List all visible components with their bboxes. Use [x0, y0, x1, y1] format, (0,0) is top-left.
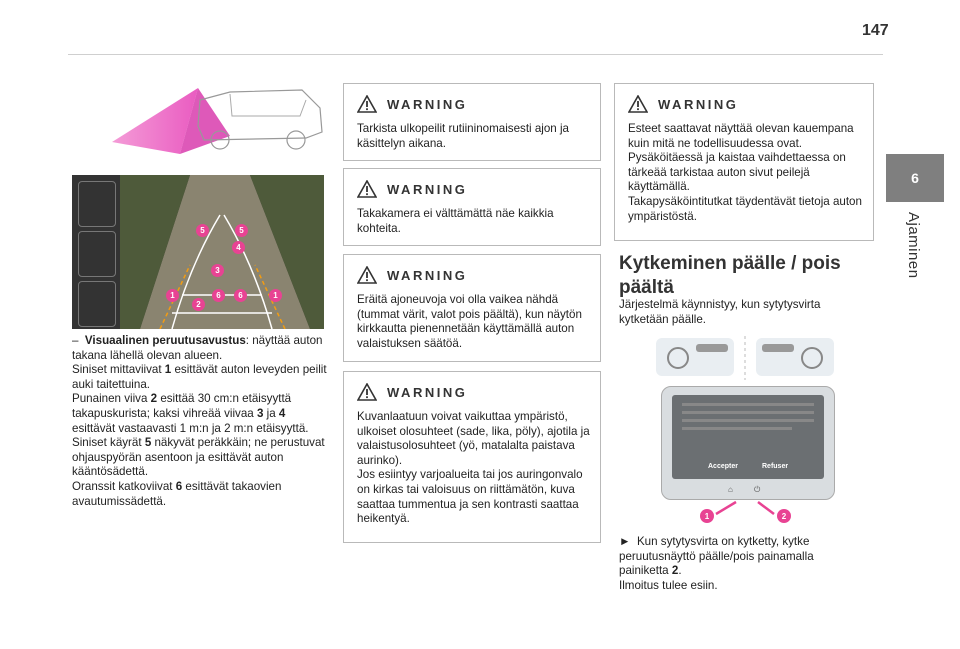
warning-text: Esteet saattavat näyttää olevan kauempana kuin mitä ne todellisuudessa ovat. Pysäköitäessä ja kaistaa vaihdettaessa on tärkeää tarkistaa auton sivut peilejä käyttämällä. Takapysäköintitutkat täydentävät tietoja auton ympäristöstä. — [628, 122, 862, 223]
side-view-mode-icon — [78, 231, 116, 277]
chapter-label: Ajaminen — [905, 212, 922, 279]
page-number: 147 — [862, 22, 889, 39]
warning-title: WARNING — [387, 96, 468, 112]
marker-1: 1 — [269, 289, 282, 302]
left-column-text — [72, 334, 330, 509]
top-divider — [68, 54, 883, 55]
section-heading: Kytkeminen päälle / pois päältä — [619, 253, 841, 298]
marker-3: 3 — [211, 264, 224, 277]
warning-box — [343, 83, 601, 161]
warning-triangle-icon — [357, 180, 377, 198]
camera-view-image — [72, 175, 324, 329]
marker-2: 2 — [192, 298, 205, 311]
rear-view-mode-icon — [78, 181, 116, 227]
warning-triangle-icon — [357, 266, 377, 284]
refuse-button[interactable]: Refuser — [762, 463, 789, 470]
accept-button[interactable]: Accepter — [708, 463, 738, 470]
warning-title: WARNING — [387, 181, 468, 197]
top-view-mode-icon — [78, 281, 116, 327]
warning-text: Tarkista ulkopeilit rutiininomaisesti ajon ja käsittelyn aikana. — [357, 122, 570, 150]
van-camera-illustration — [110, 80, 328, 166]
paragraph-visual-assist: – Visuaalinen peruutusavustus: näyttää auton takana lähellä olevan alueen. — [72, 334, 323, 362]
warning-title: WARNING — [387, 384, 468, 400]
touchscreen-illustration — [661, 386, 835, 500]
step-arrow-icon: ► — [619, 535, 631, 548]
marker-6: 6 — [234, 289, 247, 302]
warning-box — [343, 371, 601, 543]
paragraph-dashed-lines: Oranssit katkoviivat 6 esittävät takaovien avautumissädettä. — [72, 479, 282, 508]
marker-6: 6 — [212, 289, 225, 302]
warning-box — [343, 168, 601, 246]
warning-title: WARNING — [387, 267, 468, 283]
marker-4: 4 — [232, 241, 245, 254]
mirror-icon — [762, 344, 794, 352]
warning-text: Kuvanlaatuun voivat vaikuttaa ympäristö, ulkoiset olosuhteet (sade, lika, pöly), ajotila ja valaistusolosuhteet (yö, matalalta paistava aurinko). Jos esiintyy varjoalueita tai jos auringonvalo on kirkas tai valoisuus on riittämätön, kuva saattaa tummentua ja sen kontrasti saattaa heikentyä. — [357, 410, 590, 526]
marker-1: 1 — [166, 289, 179, 302]
callout-2: 2 — [777, 509, 791, 523]
warning-box — [614, 83, 874, 241]
warning-box — [343, 254, 601, 362]
camera-scene — [120, 175, 324, 329]
instruction-step: ► Kun sytytysvirta on kytketty, kytke peruutusnäyttö päälle/pois painamalla painiketta 2. Ilmoitus tulee esiin. — [619, 535, 864, 593]
instruction-result: Ilmoitus tulee esiin. — [619, 578, 718, 592]
paragraph-red-green-lines: Punainen viiva 2 esittää 30 cm:n etäisyyttä takapuskurista; kaksi vihreää viivaa 3 ja 4 esittävät vastaavasti 1 m:n ja 2 m:n etäisyyttä. — [72, 392, 309, 435]
warning-text: Eräitä ajoneuvoja voi olla vaikea nähdä (tummat värit, valot pois päältä), kun näytön kirkkautta pienennetään käyttämällä auton valaistuksen säätöä. — [357, 293, 582, 350]
section-intro: Järjestelmä käynnistyy, kun sytytysvirta kytketään päälle. — [619, 298, 821, 326]
marker-5: 5 — [196, 224, 209, 237]
warning-triangle-icon — [628, 95, 648, 113]
front-wheel — [287, 131, 305, 149]
paragraph-blue-lines: Siniset mittaviivat 1 esittävät auton leveyden peilit auki taitettuina. — [72, 363, 327, 391]
paragraph-curves: Siniset käyrät 5 näkyvät peräkkäin; ne perustuvat ohjauspyörän asentoon ja esittävät auton kääntösädettä. — [72, 436, 325, 479]
warning-triangle-icon — [357, 383, 377, 401]
warning-text: Takakamera ei välttämättä näe kaikkia kohteita. — [357, 207, 554, 235]
steering-position-illustration — [656, 336, 836, 382]
power-button-icon[interactable]: ⏻ — [754, 485, 761, 494]
warning-triangle-icon — [357, 95, 377, 113]
screen-display — [672, 395, 824, 479]
camera-mode-sidebar — [72, 175, 120, 329]
mirror-icon — [696, 344, 728, 352]
marker-5: 5 — [235, 224, 248, 237]
warning-title: WARNING — [658, 96, 739, 112]
callout-1: 1 — [700, 509, 714, 523]
chapter-tab: 6 — [886, 154, 944, 202]
camera-button-icon[interactable]: ⌂ — [728, 485, 733, 494]
